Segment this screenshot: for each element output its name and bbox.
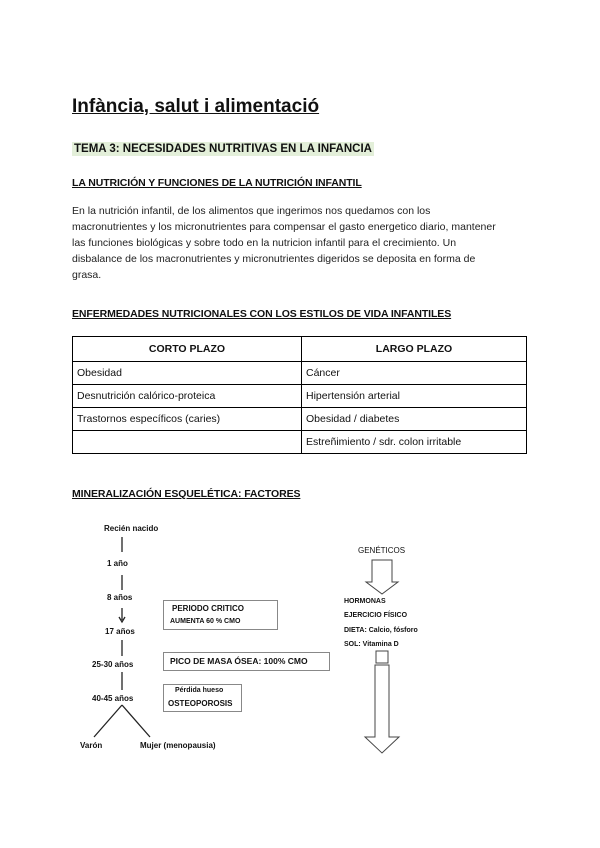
document-title: Infància, salut i alimentació bbox=[72, 96, 320, 117]
stage-25-30-years: 25-30 años bbox=[92, 660, 134, 669]
mineralization-section-heading: MINERALIZACIÓN ESQUELÉTICA: FACTORES bbox=[72, 488, 301, 500]
genetics-arrow bbox=[366, 560, 398, 594]
branch-line-female bbox=[122, 705, 150, 737]
branch-line-male bbox=[94, 705, 122, 737]
table-cell: Trastornos específicos (caries) bbox=[73, 408, 302, 431]
paragraph-line: grasa. bbox=[72, 269, 102, 281]
bone-loss-box bbox=[163, 684, 242, 712]
bone-loss-label: Pérdida hueso bbox=[175, 687, 224, 694]
factor-hormones: HORMONAS bbox=[344, 598, 386, 605]
nutrition-section-heading: LA NUTRICIÓN Y FUNCIONES DE LA NUTRICIÓN INFANTIL bbox=[72, 177, 362, 189]
branch-female: Mujer (menopausia) bbox=[140, 741, 216, 750]
stage-newborn: Recién nacido bbox=[104, 524, 159, 533]
stage-17-years: 17 años bbox=[105, 627, 135, 636]
stage-40-45-years: 40-45 años bbox=[92, 694, 134, 703]
topic-heading: TEMA 3: NECESIDADES NUTRITIVAS EN LA INFANCIA bbox=[74, 143, 372, 155]
peak-bone-mass-box bbox=[163, 652, 330, 671]
peak-bone-mass-label: PICO DE MASA ÓSEA: 100% CMO bbox=[170, 656, 308, 666]
paragraph-line: disbalance de los macronutrientes y micronutrientes digeridos se deposita en forma de bbox=[72, 253, 476, 265]
column-header-long-term: LARGO PLAZO bbox=[302, 337, 527, 362]
table-cell: Obesidad / diabetes bbox=[302, 408, 527, 431]
factors-arrow-cap bbox=[376, 651, 388, 663]
diseases-section-heading: ENFERMEDADES NUTRICIONALES CON LOS ESTILOS DE VIDA INFANTILES bbox=[72, 308, 452, 320]
critical-period-box bbox=[163, 600, 278, 630]
stage-8-years: 8 años bbox=[107, 593, 133, 602]
paragraph-line: macronutrientes y los micronutrientes para compensar el gasto energetico diario, mantener bbox=[72, 221, 496, 233]
paragraph-line: En la nutrición infantil, de los alimentos que ingerimos nos quedamos con los bbox=[72, 205, 431, 217]
table-cell: Obesidad bbox=[73, 362, 302, 385]
table-cell: Hipertensión arterial bbox=[302, 385, 527, 408]
table-cell: Estreñimiento / sdr. colon irritable bbox=[302, 431, 527, 454]
critical-period-label: PERIODO CRITICO bbox=[172, 604, 245, 613]
branch-male: Varón bbox=[80, 741, 103, 750]
factor-exercise: EJERCICIO FÍSICO bbox=[344, 612, 408, 619]
table-cell: Cáncer bbox=[302, 362, 527, 385]
osteoporosis-label: OSTEOPOROSIS bbox=[168, 699, 233, 708]
paragraph-line: las funciones biológicas y sobre todo en la nutricion infantil para el crecimiento. Un bbox=[72, 237, 457, 249]
factors-arrow bbox=[365, 665, 399, 753]
table-cell: Desnutrición calórico-proteica bbox=[73, 385, 302, 408]
critical-period-detail: AUMENTA 60 % CMO bbox=[170, 618, 241, 625]
factor-sun: SOL: Vitamina D bbox=[344, 641, 399, 648]
factor-genetics: GENÉTICOS bbox=[358, 546, 406, 555]
factor-diet: DIETA: Calcio, fósforo bbox=[344, 627, 418, 634]
column-header-short-term: CORTO PLAZO bbox=[73, 337, 302, 362]
stage-1-year: 1 año bbox=[107, 559, 128, 568]
